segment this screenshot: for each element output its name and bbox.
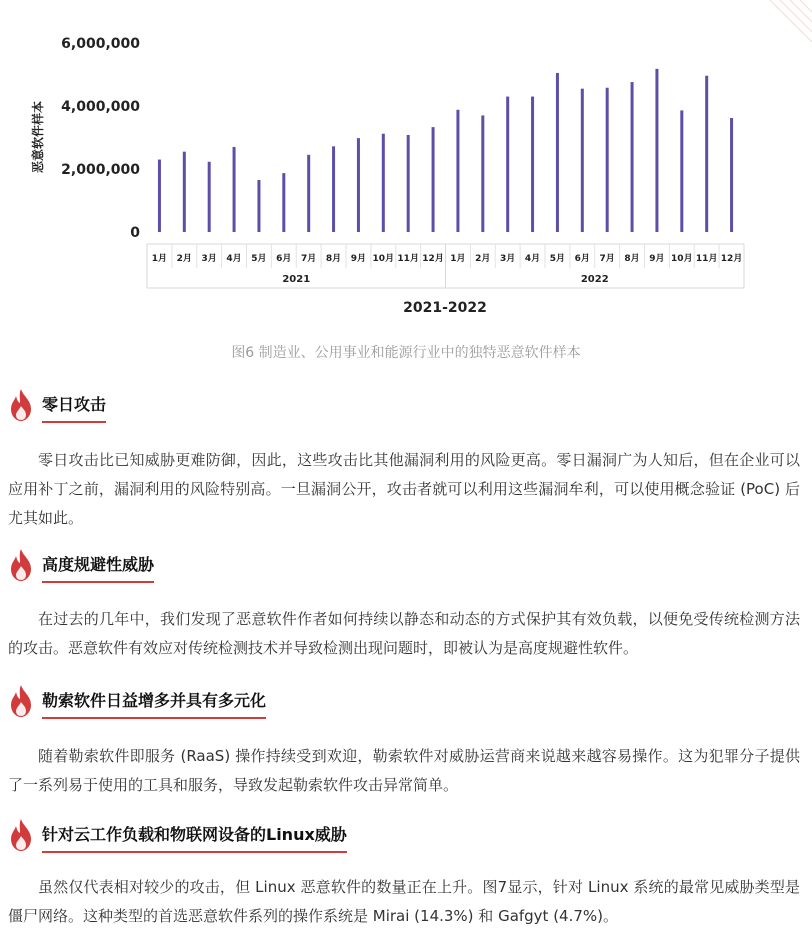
x-tick-label: 2月 bbox=[176, 254, 192, 264]
x-tick-label: 1月 bbox=[450, 254, 466, 264]
bar bbox=[183, 152, 186, 232]
bar bbox=[233, 147, 236, 232]
x-tick-label: 9月 bbox=[350, 254, 367, 264]
section-title: 零日攻击 bbox=[42, 392, 106, 423]
bar bbox=[680, 110, 683, 232]
flame-icon bbox=[8, 548, 34, 582]
x-tick-label: 10月 bbox=[671, 254, 693, 264]
chart-title: 2021-2022 bbox=[403, 300, 487, 316]
x-tick-label: 8月 bbox=[325, 254, 342, 264]
bar bbox=[531, 97, 534, 232]
figure-caption: 图6 制造业、公用事业和能源行业中的独特恶意软件样本 bbox=[231, 345, 581, 361]
bar bbox=[407, 135, 410, 232]
bar bbox=[282, 173, 285, 232]
bar bbox=[556, 73, 559, 232]
flame-icon bbox=[8, 388, 34, 422]
section-paragraph: 随着勒索软件即服务 (RaaS) 操作持续受到欢迎，勒索软件对威胁运营商来说越来越容易操作。这为犯罪分子提供了一系列易于使用的工具和服务，导致发起勒索软件攻击异常简单。 bbox=[8, 747, 800, 794]
bar bbox=[332, 146, 335, 232]
x-tick-label: 12月 bbox=[720, 254, 743, 264]
bar bbox=[357, 138, 360, 232]
flame-icon bbox=[8, 684, 34, 718]
x-tick-label: 3月 bbox=[500, 254, 516, 264]
x-group-label: 2022 bbox=[580, 274, 609, 285]
bar bbox=[481, 115, 484, 232]
x-tick-label: 12月 bbox=[422, 254, 444, 264]
bar bbox=[581, 89, 584, 232]
bar bbox=[158, 160, 161, 232]
x-tick-label: 4月 bbox=[524, 254, 541, 264]
corner-decoration bbox=[770, 0, 812, 42]
flame-icon bbox=[8, 818, 34, 852]
x-tick-label: 5月 bbox=[251, 254, 267, 264]
section-paragraph: 在过去的几年中，我们发现了恶意软件作者如何持续以静态和动态的方式保护其有效负载，以便免受传统检测方法的攻击。恶意软件有效应对传统检测技术并导致检测出现问题时，即被认为是高度规避性软件。 bbox=[8, 610, 800, 657]
bar-chart bbox=[0, 0, 812, 335]
bar-series bbox=[158, 69, 733, 232]
x-group-label: 2021 bbox=[282, 274, 311, 285]
bar bbox=[631, 82, 634, 232]
y-tick-label: 4,000,000 bbox=[61, 99, 140, 115]
x-tick-label: 1月 bbox=[151, 254, 168, 264]
y-tick-label: 2,000,000 bbox=[61, 162, 140, 178]
bar bbox=[655, 69, 658, 232]
section-title: 勒索软件日益增多并具有多元化 bbox=[42, 688, 266, 719]
bar bbox=[606, 88, 609, 232]
x-tick-label: 6月 bbox=[574, 254, 590, 264]
y-tick-label: 0 bbox=[130, 225, 140, 241]
x-tick-label: 8月 bbox=[624, 254, 640, 264]
x-tick-label: 10月 bbox=[372, 254, 395, 264]
x-tick-label: 6月 bbox=[276, 254, 292, 264]
bar bbox=[456, 110, 459, 232]
y-axis-ticks bbox=[61, 36, 140, 241]
bar bbox=[208, 162, 211, 232]
y-axis-label: 恶意软件样本 bbox=[31, 100, 45, 174]
x-tick-label: 11月 bbox=[397, 254, 419, 264]
section-paragraph: 虽然仅代表相对较少的攻击，但 Linux 恶意软件的数量正在上升。图7显示，针对 Linux 系统的最常见威胁类型是僵尸网络。这种类型的首选恶意软件系列的操作系统是 Mirai (14.3%) 和 Gafgyt (4.7%)。 bbox=[8, 878, 800, 925]
x-tick-label: 2月 bbox=[475, 254, 491, 264]
bar bbox=[432, 127, 435, 232]
section-paragraph: 零日攻击比已知威胁更难防御，因此，这些攻击比其他漏洞利用的风险更高。零日漏洞广为人知后，但在企业可以应用补丁之前，漏洞利用的风险特别高。一旦漏洞公开，攻击者就可以利用这些漏洞牟利，可以使用概念验证 (PoC) 后尤其如此。 bbox=[8, 451, 800, 527]
bar bbox=[730, 118, 733, 232]
x-axis bbox=[147, 244, 744, 288]
x-tick-label: 3月 bbox=[201, 254, 217, 264]
section-title: 针对云工作负载和物联网设备的Linux威胁 bbox=[42, 822, 347, 853]
x-tick-label: 7月 bbox=[599, 254, 615, 264]
bar bbox=[506, 97, 509, 232]
x-tick-label: 4月 bbox=[226, 254, 242, 264]
x-tick-label: 9月 bbox=[649, 254, 665, 264]
bar bbox=[382, 134, 385, 232]
bar bbox=[705, 76, 708, 232]
x-tick-label: 11月 bbox=[695, 254, 718, 264]
section-title: 高度规避性威胁 bbox=[42, 552, 154, 583]
bar bbox=[307, 155, 310, 232]
x-tick-label: 7月 bbox=[301, 254, 317, 264]
bar bbox=[257, 180, 260, 232]
x-tick-label: 5月 bbox=[549, 254, 566, 264]
y-tick-label: 6,000,000 bbox=[61, 36, 140, 52]
